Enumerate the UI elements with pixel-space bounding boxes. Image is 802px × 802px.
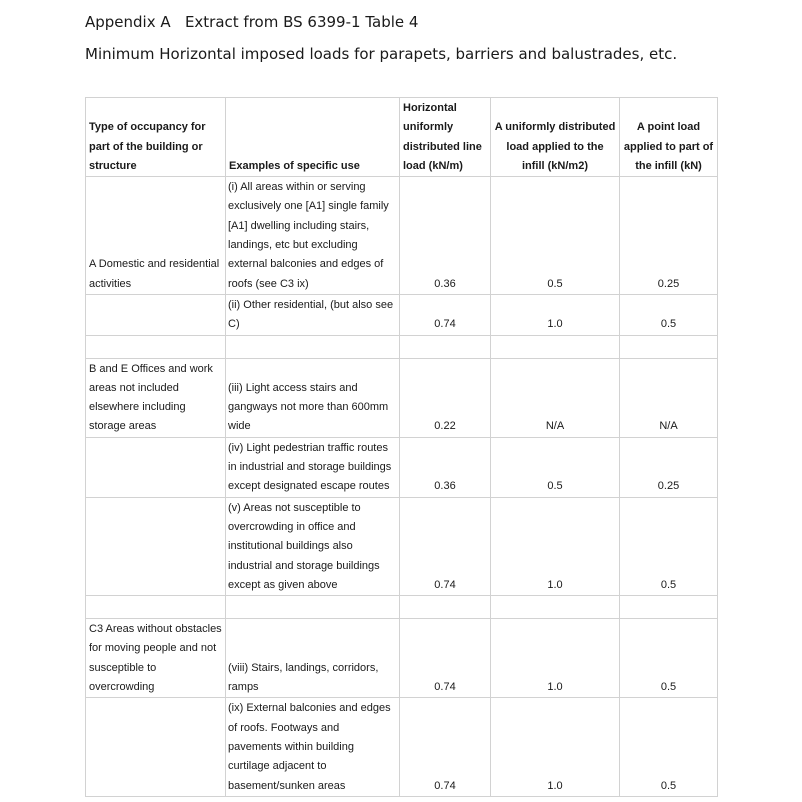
cell-udl-infill: N/A [491,358,620,437]
empty-cell [86,596,226,619]
table-row [86,619,718,698]
table-row [86,698,718,796]
empty-cell [400,335,491,358]
cell-udl-infill: 1.0 [491,698,620,796]
cell-specific-use: (iii) Light access stairs and gangways not more than 600mm wide [226,358,400,437]
empty-cell [86,335,226,358]
cell-line-load: 0.74 [400,619,491,698]
empty-cell [400,596,491,619]
table-spacer-row [86,596,718,619]
cell-occupancy [86,437,226,497]
cell-occupancy: A Domestic and residential activities [86,177,226,295]
header-udl-infill: A uniformly distributed load applied to the infill (kN/m2) [491,98,620,177]
cell-specific-use: (ix) External balconies and edges of roofs. Footways and pavements within building curtilage adjacent to basement/sunken areas [226,698,400,796]
cell-occupancy [86,294,226,335]
header-point-load: A point load applied to part of the infill (kN) [620,98,718,177]
cell-point-load: 0.5 [620,497,718,595]
cell-point-load: 0.25 [620,177,718,295]
header-specific-use: Examples of specific use [226,98,400,177]
empty-cell [620,335,718,358]
loads-table [85,97,718,797]
cell-line-load: 0.36 [400,437,491,497]
table-row [86,497,718,595]
cell-point-load: 0.5 [620,619,718,698]
cell-udl-infill: 0.5 [491,437,620,497]
cell-occupancy: B and E Offices and work areas not included elsewhere including storage areas [86,358,226,437]
cell-specific-use: (iv) Light pedestrian traffic routes in industrial and storage buildings except designated escape routes [226,437,400,497]
table-spacer-row [86,335,718,358]
table-row [86,294,718,335]
empty-cell [491,335,620,358]
empty-cell [491,596,620,619]
cell-specific-use: (ii) Other residential, (but also see C) [226,294,400,335]
cell-point-load: N/A [620,358,718,437]
cell-specific-use: (v) Areas not susceptible to overcrowding in office and institutional buildings also industrial and storage buildings except as given above [226,497,400,595]
table-caption: Minimum Horizontal imposed loads for parapets, barriers and balustrades, etc. [85,45,678,63]
cell-udl-infill: 1.0 [491,619,620,698]
cell-point-load: 0.5 [620,698,718,796]
cell-udl-infill: 1.0 [491,294,620,335]
page-title: Appendix A Extract from BS 6399-1 Table 4 [85,13,419,31]
cell-specific-use: (viii) Stairs, landings, corridors, ramps [226,619,400,698]
cell-udl-infill: 0.5 [491,177,620,295]
empty-cell [620,596,718,619]
cell-line-load: 0.22 [400,358,491,437]
cell-point-load: 0.25 [620,437,718,497]
cell-line-load: 0.74 [400,294,491,335]
cell-specific-use: (i) All areas within or serving exclusively one [A1] single family [A1] dwelling including stairs, landings, etc but excluding external balconies and edges of roofs (see C3 ix) [226,177,400,295]
header-occupancy: Type of occupancy for part of the building or structure [86,98,226,177]
table-header-row [86,98,718,177]
empty-cell [226,596,400,619]
cell-occupancy: C3 Areas without obstacles for moving people and not susceptible to overcrowding [86,619,226,698]
cell-point-load: 0.5 [620,294,718,335]
header-line-load: Horizontal uniformly distributed line load (kN/m) [400,98,491,177]
cell-line-load: 0.74 [400,698,491,796]
cell-udl-infill: 1.0 [491,497,620,595]
cell-line-load: 0.36 [400,177,491,295]
table-row [86,358,718,437]
cell-occupancy [86,698,226,796]
cell-line-load: 0.74 [400,497,491,595]
table-row [86,437,718,497]
table-row [86,177,718,295]
empty-cell [226,335,400,358]
cell-occupancy [86,497,226,595]
